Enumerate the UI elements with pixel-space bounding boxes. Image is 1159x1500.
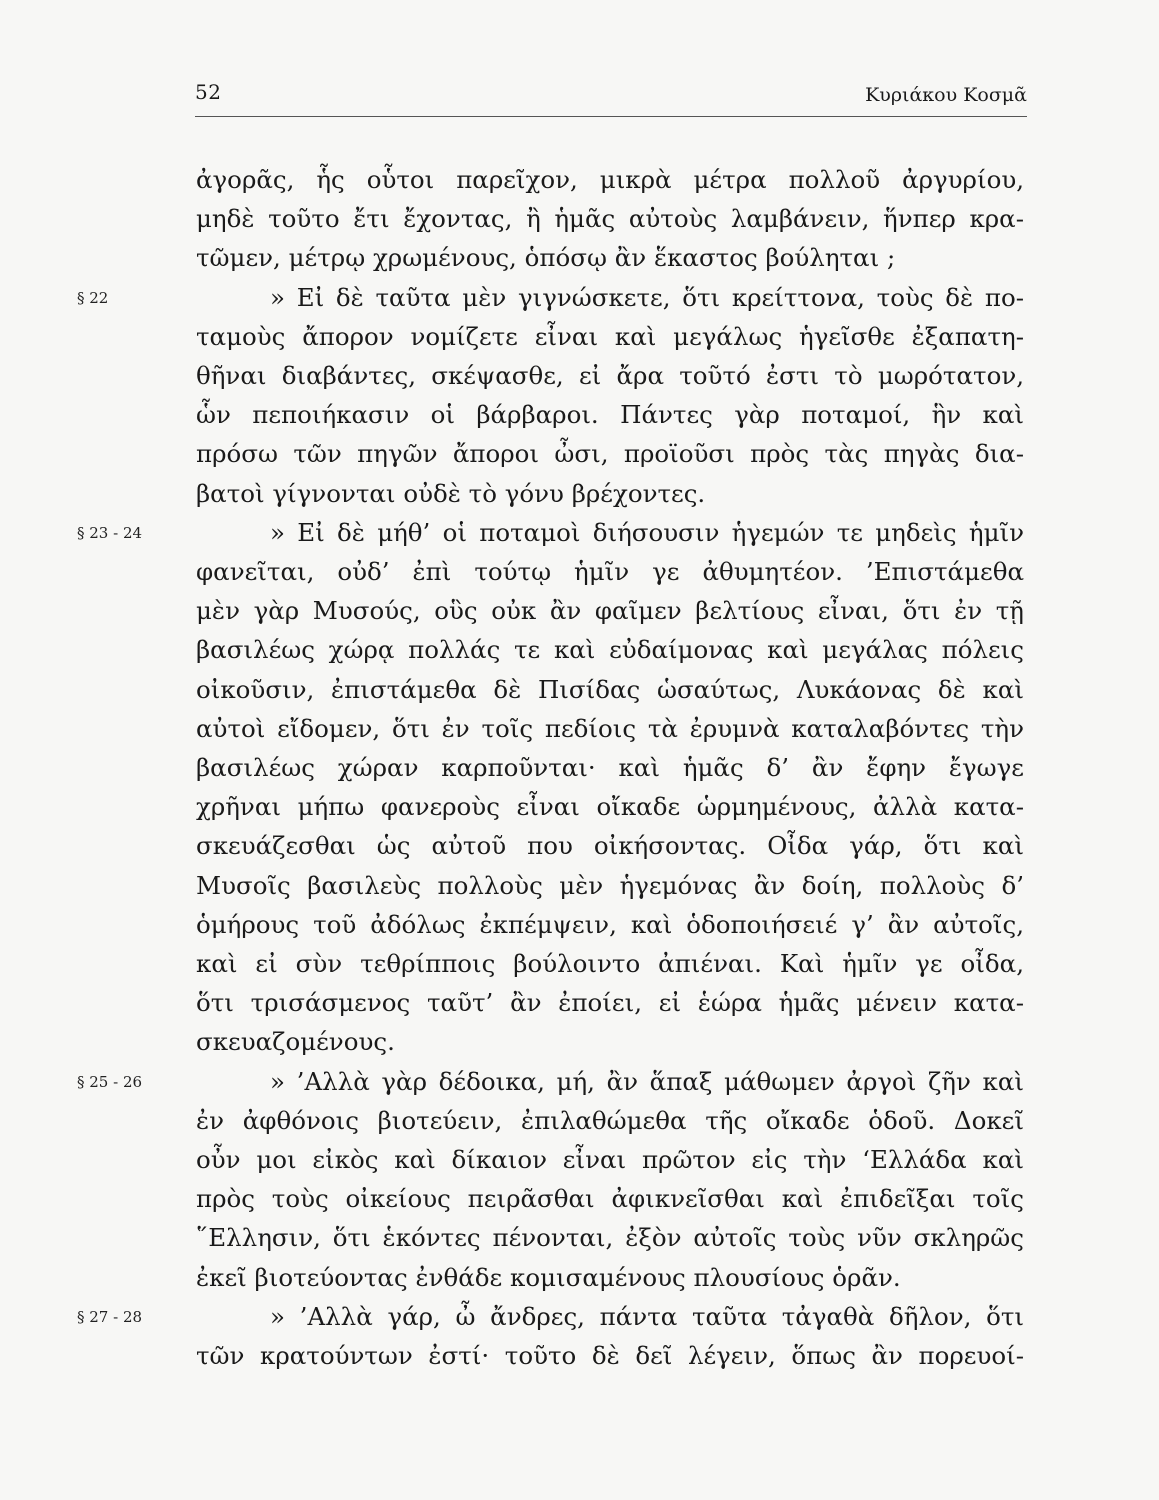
- text-line: Μυσοῖς βασιλεὺς πολλοὺς μὲν ἡγεμόνας ἂν δοίη, πολλοὺς δ’: [196, 870, 1024, 900]
- text-line: ἐκεῖ βιοτεύοντας ἐνθάδε κομισαμένους πλουσίους ὁρᾶν.: [196, 1262, 901, 1292]
- text-line: μὲν γὰρ Μυσούς, οὓς οὐκ ἂν φαῖμεν βελτίους εἶναι, ὅτι ἐν τῇ: [196, 596, 1024, 626]
- page-number: 52: [195, 80, 222, 104]
- text-line: βατοὶ γίγνονται οὐδὲ τὸ γόνυ βρέχοντες.: [196, 478, 706, 508]
- text-line: » Εἰ δὲ μήθ’ οἱ ποταμοὶ διήσουσιν ἡγεμών τε μηδεὶς ἡμῖν: [270, 517, 1024, 547]
- text-line: ῞Ελλησιν, ὅτι ἑκόντες πένονται, ἐξὸν αὐτοῖς τοὺς νῦν σκληρῶς: [196, 1223, 1024, 1253]
- running-title: Κυριάκου Κοσμᾶ: [865, 84, 1027, 106]
- text-line: οἰκοῦσιν, ἐπιστάμεθα δὲ Πισίδας ὡσαύτως, Λυκάονας δὲ καὶ: [196, 674, 1024, 704]
- text-line: ὧν πεποιήκασιν οἱ βάρβαροι. Πάντες γὰρ ποταμοί, ἣν καὶ: [196, 400, 1024, 430]
- text-line: πρὸς τοὺς οἰκείους πειρᾶσθαι ἀφικνεῖσθαι καὶ ἐπιδεῖξαι τοῖς: [196, 1184, 1024, 1214]
- text-line: σκευάζεσθαι ὡς αὐτοῦ που οἰκήσοντας. Οἶδα γάρ, ὅτι καὶ: [196, 831, 1024, 861]
- page-header: [195, 76, 1027, 117]
- text-line: » ’Αλλὰ γὰρ δέδοικα, μή, ἂν ἅπαξ μάθωμεν ἀργοὶ ζῆν καὶ: [270, 1066, 1024, 1096]
- text-line: τῶμεν, μέτρῳ χρωμένους, ὁπόσῳ ἂν ἕκαστος βούληται ;: [196, 243, 896, 273]
- text-line: » ’Αλλὰ γάρ, ὦ ἄνδρες, πάντα ταῦτα τἀγαθὰ δῆλον, ὅτι: [270, 1301, 1024, 1331]
- text-line: μηδὲ τοῦτο ἔτι ἔχοντας, ἢ ἡμᾶς αὐτοὺς λαμβάνειν, ἥνπερ κρα-: [196, 204, 1024, 234]
- text-line: πρόσω τῶν πηγῶν ἄποροι ὦσι, προϊοῦσι πρὸς τὰς πηγὰς δια-: [196, 439, 1024, 469]
- text-line: σκευαζομένους.: [196, 1027, 395, 1057]
- text-line: χρῆναι μήπω φανεροὺς εἶναι οἴκαδε ὡρμημένους, ἀλλὰ κατα-: [196, 792, 1024, 822]
- text-line: ὅτι τρισάσμενος ταῦτ’ ἂν ἐποίει, εἰ ἑώρα ἡμᾶς μένειν κατα-: [196, 988, 1024, 1018]
- text-line: ταμοὺς ἄπορον νομίζετε εἶναι καὶ μεγάλως ἡγεῖσθε ἐξαπατη-: [196, 321, 1024, 351]
- section-mark: § 23 - 24: [77, 523, 143, 542]
- text-line: » Εἰ δὲ ταῦτα μὲν γιγνώσκετε, ὅτι κρείττονα, τοὺς δὲ πο-: [270, 282, 1024, 312]
- section-mark: § 25 - 26: [77, 1072, 143, 1091]
- text-line: θῆναι διαβάντες, σκέψασθε, εἰ ἄρα τοῦτό ἐστι τὸ μωρότατον,: [196, 361, 1024, 390]
- section-mark: § 27 - 28: [77, 1307, 143, 1326]
- text-line: τῶν κρατούντων ἐστί· τοῦτο δὲ δεῖ λέγειν, ὅπως ἂν πορευοί-: [196, 1341, 1024, 1370]
- text-line: ἀγορᾶς, ἧς οὗτοι παρεῖχον, μικρὰ μέτρα πολλοῦ ἀργυρίου,: [196, 165, 1024, 194]
- text-line: φανεῖται, οὐδ’ ἐπὶ τούτῳ ἡμῖν γε ἀθυμητέον. ’Επιστάμεθα: [196, 557, 1024, 586]
- text-line: οὖν μοι εἰκὸς καὶ δίκαιον εἶναι πρῶτον εἰς τὴν ‘Ελλάδα καὶ: [196, 1145, 1024, 1174]
- text-line: αὐτοὶ εἴδομεν, ὅτι ἐν τοῖς πεδίοις τὰ ἐρυμνὰ καταλαβόντες τὴν: [196, 713, 1024, 743]
- text-line: βασιλέως χώρᾳ πολλάς τε καὶ εὐδαίμονας καὶ μεγάλας πόλεις: [196, 635, 1024, 665]
- text-line: βασιλέως χώραν καρποῦνται· καὶ ἡμᾶς δ’ ἂν ἔφην ἔγωγε: [196, 753, 1024, 782]
- text-line: ἐν ἀφθόνοις βιοτεύειν, ἐπιλαθώμεθα τῆς οἴκαδε ὁδοῦ. Δοκεῖ: [196, 1105, 1024, 1135]
- section-mark: § 22: [77, 288, 109, 307]
- text-line: ὁμήρους τοῦ ἀδόλως ἐκπέμψειν, καὶ ὁδοποιήσειέ γ’ ἂν αὐτοῖς,: [196, 909, 1024, 939]
- text-line: καὶ εἰ σὺν τεθρίπποις βούλοιντο ἀπιέναι. Καὶ ἡμῖν γε οἶδα,: [196, 949, 1024, 978]
